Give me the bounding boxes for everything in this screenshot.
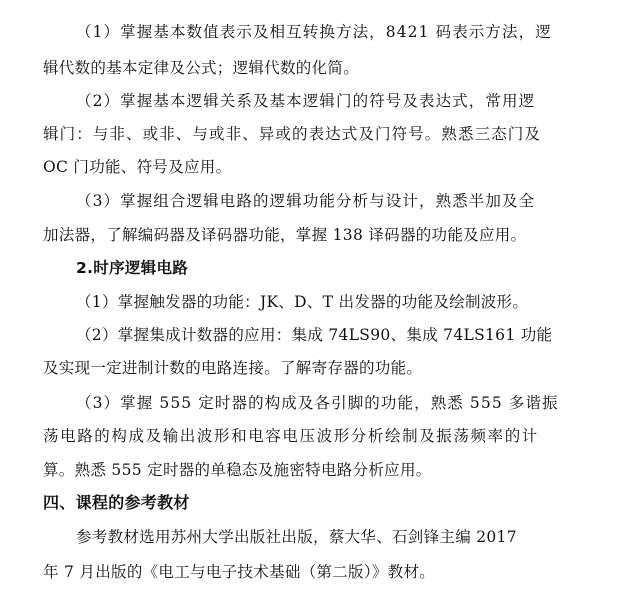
paragraph-1-line-2: 辑代数的基本定律及公式；逻辑代数的化简。 bbox=[43, 59, 360, 77]
paragraph-7-line-2: 年 7 月出版的《电工与电子技术基础（第二版）》教材。 bbox=[43, 563, 436, 581]
paragraph-3-line-2: 加法器，了解编码器及译码器功能，掌握 138 译码器的功能及应用。 bbox=[43, 226, 527, 244]
paragraph-2-line-2: 辑门：与非、或非、与或非、异或的表达式及门符号。熟悉三态门及 bbox=[43, 125, 542, 143]
paragraph-2-line-1: （2）掌握基本逻辑关系及基本逻辑门的符号及表达式，常用逻 bbox=[76, 92, 536, 110]
paragraph-5-line-1: （2）掌握集成计数器的应用：集成 74LS90、集成 74LS161 功能 bbox=[76, 326, 553, 344]
paragraph-2-line-3: OC 门功能、符号及应用。 bbox=[43, 158, 232, 176]
section-heading-reference-textbook: 四、课程的参考教材 bbox=[43, 493, 190, 512]
paragraph-6-line-3: 算。熟悉 555 定时器的单稳态及施密特电路分析应用。 bbox=[43, 461, 432, 479]
paragraph-3-line-1: （3）掌握组合逻辑电路的逻辑功能分析与设计，熟悉半加及全 bbox=[76, 192, 536, 210]
paragraph-4-line-1: （1）掌握触发器的功能：JK、D、T 出发器的功能及绘制波形。 bbox=[76, 293, 529, 311]
paragraph-7-line-1: 参考教材选用苏州大学出版社出版，蔡大华、石剑锋主编 2017 bbox=[76, 528, 517, 546]
section-heading-sequential-logic: 2.时序逻辑电路 bbox=[76, 259, 189, 277]
paragraph-6-line-1: （3）掌握 555 定时器的构成及各引脚的功能，熟悉 555 多谐振 bbox=[76, 394, 559, 412]
paragraph-6-line-2: 荡电路的构成及输出波形和电容电压波形分析绘制及振荡频率的计 bbox=[43, 427, 539, 445]
paragraph-1-line-1: （1）掌握基本数值表示及相互转换方法，8421 码表示方法，逻 bbox=[76, 23, 552, 41]
paragraph-5-line-2: 及实现一定进制计数的电路连接。了解寄存器的功能。 bbox=[43, 359, 423, 377]
